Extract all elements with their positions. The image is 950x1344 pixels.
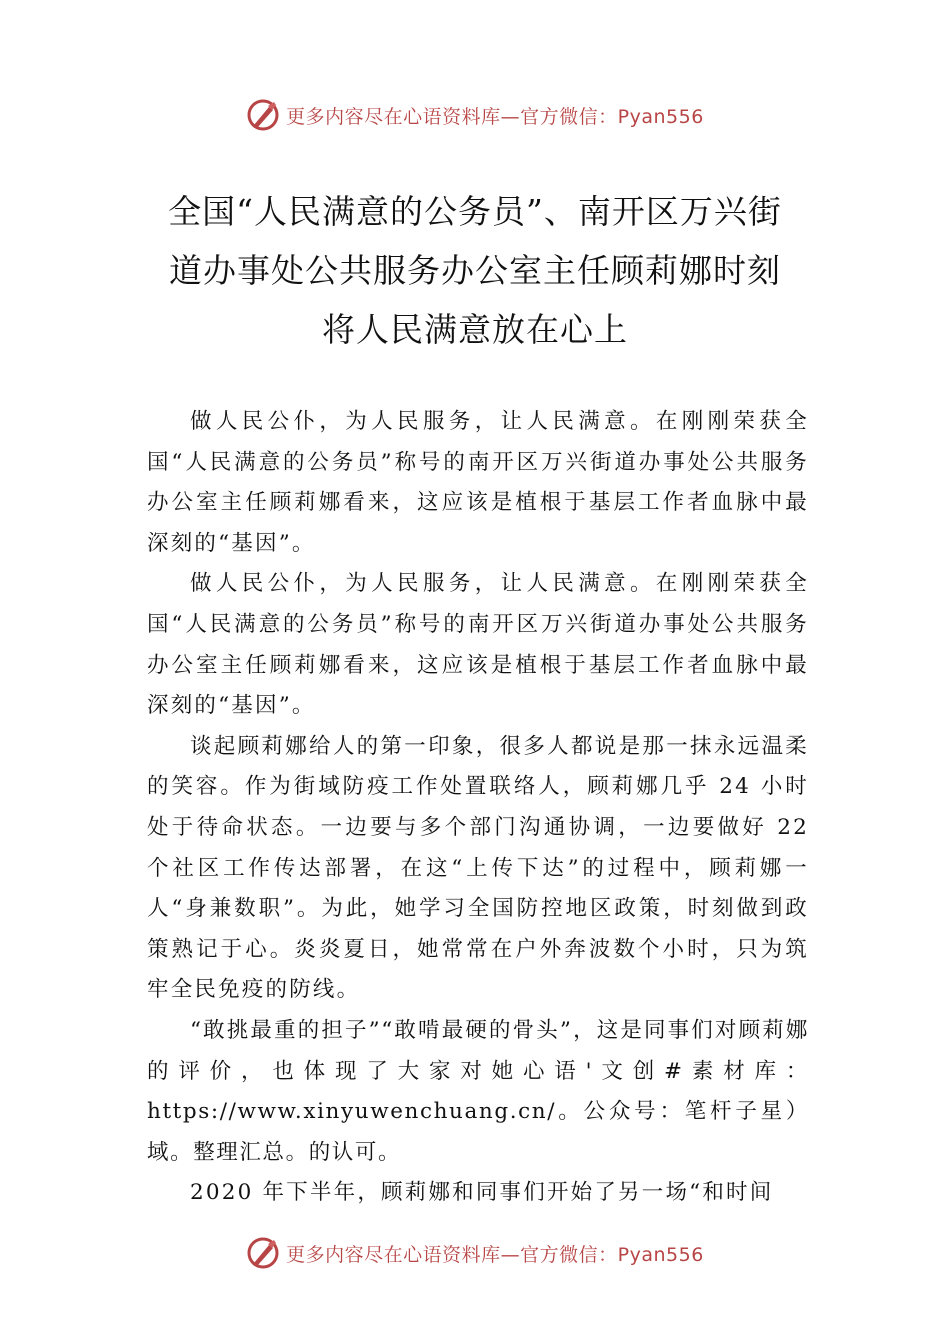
footer-watermark bbox=[0, 1236, 950, 1270]
pen-logo-icon bbox=[246, 1236, 280, 1270]
document-title bbox=[140, 182, 810, 359]
paragraph: 2020 年下半年，顾莉娜和同事们开始了另一场“和时间 bbox=[190, 1180, 774, 1206]
paragraph: 做人民公仆，为人民服务，让人民满意。在刚刚荣获全国“人民满意的公务员”称号的南开区万兴街道办事处公共服务办公室主任顾莉娜看来，这应该是植根于基层工作者血脉中最深刻的“基因”。 bbox=[147, 409, 809, 556]
title-line: 全国“人民满意的公务员”、南开区万兴街 bbox=[168, 192, 782, 231]
paragraph: 做人民公仆，为人民服务，让人民满意。在刚刚荣获全国“人民满意的公务员”称号的南开区万兴街道办事处公共服务办公室主任顾莉娜看来，这应该是植根于基层工作者血脉中最深刻的“基因”。 bbox=[147, 571, 809, 719]
document-body bbox=[147, 402, 809, 1214]
header-watermark-text: 更多内容尽在心语资料库—官方微信：Pyan556 bbox=[286, 105, 704, 128]
paragraph: “敢挑最重的担子”“敢啃最硬的骨头”，这是同事们对顾莉娜的评价，也体现了大家对她心语'文创#素材库：https://www.xinyuwenchuang.cn/。公众号：笔杆子星）域。整理汇总。的认可。 bbox=[147, 1017, 809, 1165]
title-line: 道办事处公共服务办公室主任顾莉娜时刻 bbox=[169, 251, 781, 290]
header-watermark bbox=[0, 98, 950, 132]
pen-logo-icon bbox=[246, 98, 280, 132]
title-line: 将人民满意放在心上 bbox=[322, 310, 628, 349]
footer-watermark-text: 更多内容尽在心语资料库—官方微信：Pyan556 bbox=[286, 1243, 704, 1266]
paragraph: 谈起顾莉娜给人的第一印象，很多人都说是那一抹永远温柔的笑容。作为街域防疫工作处置联络人，顾莉娜几乎 24 小时处于待命状态。一边要与多个部门沟通协调，一边要做好 22 个社区工作传达部署，在这“上传下达”的过程中，顾莉娜一人“身兼数职”。为此，她学习全国防控地区政策，时刻做到政策熟记于心。炎炎夏日，她常常在户外奔波数个小时，只为筑牢全民免疫的防线。 bbox=[147, 733, 809, 1003]
